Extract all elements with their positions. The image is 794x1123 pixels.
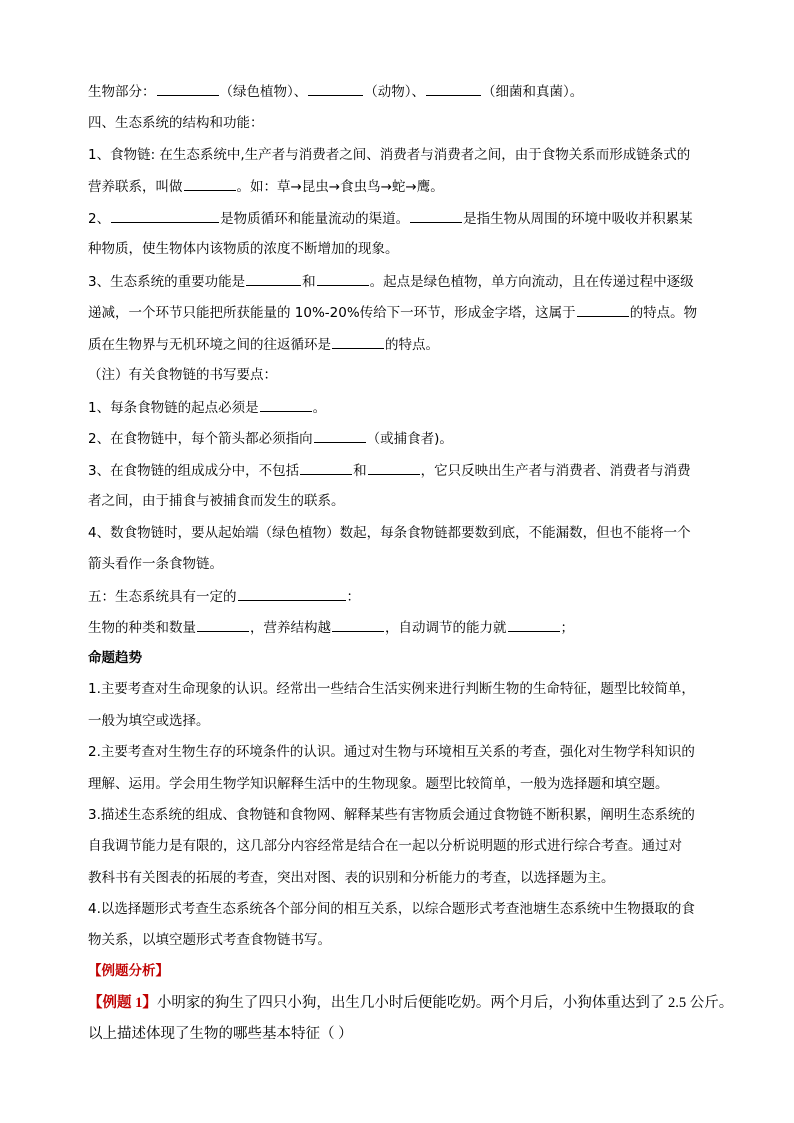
example-1-question: 【例题 1】小明家的狗生了四只小狗，出生几小时后便能吃奶。两个月后，小狗体重达到了 2.5 公斤。 <box>88 995 734 1011</box>
blank-line <box>246 271 301 286</box>
blank-line <box>317 271 369 286</box>
blank-line <box>308 81 363 96</box>
text-line: 4、数食物链时，要从起始端（绿色植物）数起，每条食物链都要数到底，不能漏数，但也不能将一个 <box>88 525 691 541</box>
text-line: 3.描述生态系统的组成、食物链和食物网、解释某些有害物质会通过食物链不断积累，阐明生态系统的 <box>88 807 695 823</box>
blank-line <box>410 208 462 223</box>
text-line: 营养联系，叫做 。如：草→昆虫→食虫鸟→蛇→鹰。 <box>88 176 444 197</box>
text-line: 3、生态系统的重要功能是 和 。起点是绿色植物，单方向流动，且在传递过程中逐级 <box>88 271 694 292</box>
text-line: 2、在食物链中，每个箭头都必须指向 （或捕食者)。 <box>88 428 453 449</box>
text-line: 1、食物链: 在生态系统中,生产者与消费者之间、消费者与消费者之间，由于食物关系而形成链条式的 <box>88 147 691 163</box>
text-line: 一般为填空或选择。 <box>88 713 210 729</box>
section-heading: 四、生态系统的结构和功能： <box>88 115 264 131</box>
text-line: 自我调节能力是有限的，这几部分内容经常是结合在一起以分析说明题的形式进行综合考查。通过对 <box>88 838 682 854</box>
blank-line <box>300 460 352 475</box>
section-heading: 五：生态系统具有一定的 ： <box>88 586 360 607</box>
text-line: 生物的种类和数量 ，营养结构越 ，自动调节的能力就 ； <box>88 617 574 638</box>
blank-line <box>508 617 560 632</box>
blank-line <box>184 176 236 191</box>
trend-heading: 命题趋势 <box>88 650 142 666</box>
blank-line <box>314 428 366 443</box>
example-1-label: 【例题 1】 <box>88 995 157 1011</box>
text-line: 者之间，由于捕食与被捕食而发生的联系。 <box>88 493 345 509</box>
text-line: 生物部分： （绿色植物）、 （动物）、 （细菌和真菌）。 <box>88 81 583 102</box>
blank-line <box>157 81 219 96</box>
note-heading: （注）有关食物链的书写要点： <box>88 367 277 383</box>
blank-line <box>332 334 384 349</box>
text-line: 箭头看作一条食物链。 <box>88 556 223 572</box>
text-line: 种物质，使生物体内该物质的浓度不断增加的现象。 <box>88 241 399 257</box>
text-line: 3、在食物链的组成成分中，不包括 和 ，它只反映出生产者与消费者、消费者与消费 <box>88 460 691 481</box>
text-line: 2.主要考查对生物生存的环境条件的认识。通过对生物与环境相互关系的考查，强化对生物学科知识的 <box>88 744 695 760</box>
blank-line <box>260 397 312 412</box>
text-line: 1、每条食物链的起点必须是 。 <box>88 397 326 418</box>
blank-line <box>332 617 384 632</box>
text-line: 质在生物界与无机环境之间的往返循环是 的特点。 <box>88 334 439 355</box>
blank-line <box>368 460 420 475</box>
example-1-question-cont: 以上描述体现了生物的哪些基本特征（ ） <box>88 1026 353 1042</box>
text-line: 1.主要考查对生命现象的认识。经常出一些结合生活实例来进行判断生物的生命特征，题型比较简单， <box>88 681 695 697</box>
text-line: 递减，一个环节只能把所获能量的 10%-20%传给下一环节，形成金字塔，这属于 的特点。物 <box>88 302 697 323</box>
blank-line <box>197 617 249 632</box>
text-line: 2、 是物质循环和能量流动的渠道。 是指生物从周围的环境中吸收并积累某 <box>88 208 693 229</box>
example-analysis-heading: 【例题分析】 <box>88 963 169 979</box>
blank-line <box>238 586 346 601</box>
text-line: 理解、运用。学会用生物学知识解释生活中的生物现象。题型比较简单，一般为选择题和填空题。 <box>88 776 669 792</box>
text-line: 4.以选择题形式考查生态系统各个部分间的相互关系，以综合题形式考查池塘生态系统中生物摄取的食 <box>88 901 695 917</box>
blank-line <box>577 302 629 317</box>
blank-line <box>426 81 481 96</box>
blank-line <box>111 208 219 223</box>
text-line: 物关系，以填空题形式考查食物链书写。 <box>88 932 331 948</box>
text-line: 教科书有关图表的拓展的考查，突出对图、表的识别和分析能力的考查，以选择题为主。 <box>88 870 615 886</box>
